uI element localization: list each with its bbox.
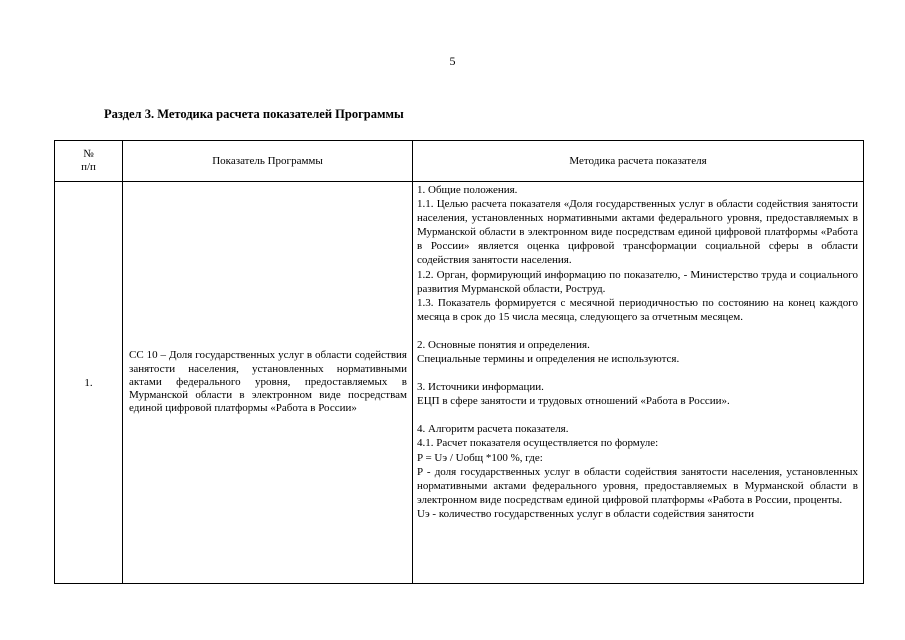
indicator-table	[54, 140, 864, 584]
method-paragraph: Специальные термины и определения не используются.	[417, 353, 680, 366]
row-indicator: СС 10 – Доля государственных услуг в области содействия занятости населения, установленных нормативными актами федерального уровня, предоставляемых в Мурманской области в электронном виде посредствам единой цифровой платформы «Работа в России»	[123, 182, 413, 584]
header-number-line2: п/п	[81, 161, 96, 173]
section-heading: Раздел 3. Методика расчета показателей Программы	[104, 107, 404, 121]
row-number: 1.	[55, 182, 123, 584]
method-paragraph: 3. Источники информации.	[417, 381, 544, 394]
header-indicator: Показатель Программы	[123, 141, 413, 182]
method-paragraph: 4. Алгоритм расчета показателя.	[417, 423, 569, 436]
method-paragraph: 1. Общие положения.	[417, 184, 518, 196]
table-header-row	[55, 141, 864, 182]
method-paragraph: Uэ - количество государственных услуг в области содействия занятости	[417, 507, 755, 520]
method-paragraph: ЕЦП в сфере занятости и трудовых отношений «Работа в России».	[417, 395, 730, 408]
method-text	[417, 183, 858, 581]
method-paragraph: P - доля государственных услуг в области содействия занятости населения, установленных нормативными актами федерального уровня, предоставляемых в Мурманской области в электронном виде посредствам единой цифровой платформы «Работа в России, проценты.	[417, 465, 858, 506]
header-method: Методика расчета показателя	[413, 141, 864, 182]
method-formula: P = Uэ / Uобщ *100 %, где:	[417, 451, 543, 464]
method-paragraph: 1.2. Орган, формирующий информацию по показателю, - Министерство труда и социального развития Мурманской области, Роструд.	[417, 268, 858, 295]
table-row	[55, 182, 864, 584]
header-number-line1: №	[83, 148, 94, 160]
method-paragraph: 2. Основные понятия и определения.	[417, 338, 590, 351]
method-paragraph: 1.1. Целью расчета показателя «Доля государственных услуг в области содействия занятости населения, установленных нормативными актами федерального уровня, предоставляемых в Мурманской области в электронном виде посредствам единой цифровой платформы «Работа в России» является оценка цифровой трансформации социальной сферы в области содействия занятости населения.	[417, 198, 858, 267]
row-method	[413, 182, 864, 584]
method-paragraph: 4.1. Расчет показателя осуществляется по формуле:	[417, 437, 659, 450]
page-number: 5	[449, 54, 456, 68]
header-number	[55, 141, 123, 182]
method-paragraph: 1.3. Показатель формируется с месячной периодичностью по состоянию на конец каждого месяца в срок до 15 числа месяца, следующего за отчетным месяцем.	[417, 296, 858, 323]
